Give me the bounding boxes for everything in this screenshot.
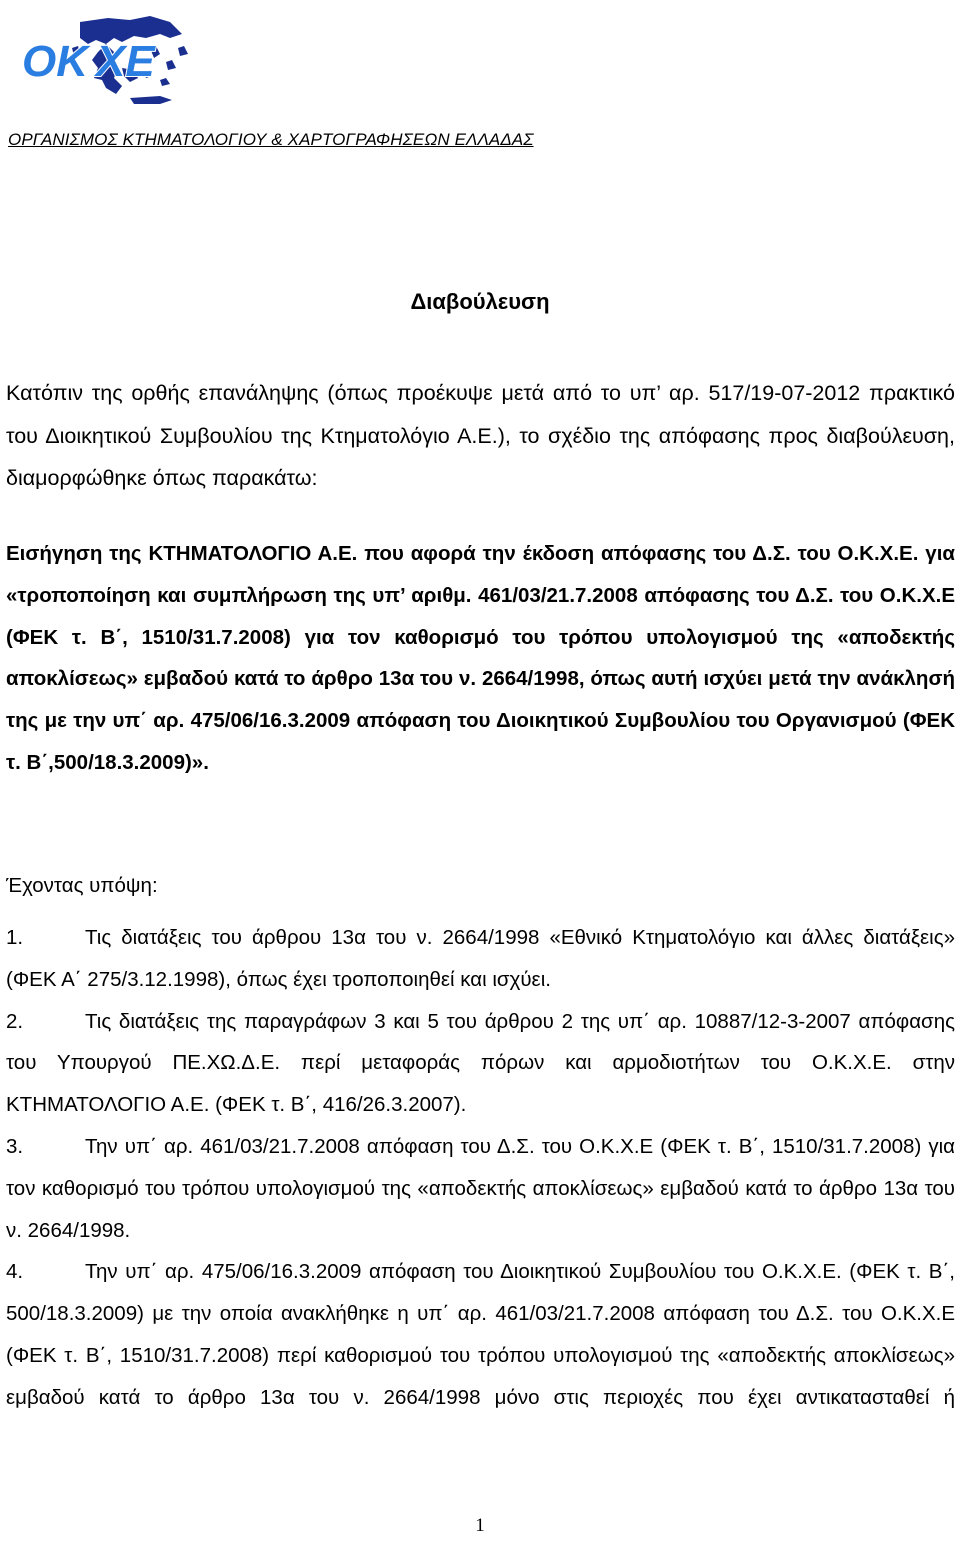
document-title: Διαβούλευση [410,289,550,314]
list-item [6,917,955,1001]
list-item [6,1251,955,1418]
okxe-logo-graphic [10,8,210,113]
list-item [6,1126,955,1251]
proposal-paragraph: Εισήγηση της ΚΤΗΜΑΤΟΛΟΓΙΟ Α.Ε. που αφορά την έκδοση απόφασης του Δ.Σ. του Ο.Κ.Χ.Ε. για «τροποποίηση και συμπλήρωση της υπ’ αριθμ. 461/03/21.7.2008 απόφασης του Δ.Σ. του Ο.Κ.Χ.Ε (ΦΕΚ τ. Β΄, 1510/31.7.2008) για τον καθορισμό του τρόπου υπολογισμού της «αποδεκτής αποκλίσεως» εμβαδού κατά το άρθρο 13α του ν. 2664/1998, όπως αυτή ισχύει μετά την ανάκλησή της με την υπ΄ αρ. 475/06/16.3.2009 απόφαση του Διοικητικού Συμβουλίου του Οργανισμού (ΦΕΚ τ. Β΄,500/18.3.2009)». [6,542,955,774]
okxe-logo [10,8,210,113]
list-item-text: Την υπ΄ αρ. 461/03/21.7.2008 απόφαση του Δ.Σ. του Ο.Κ.Χ.Ε (ΦΕΚ τ. Β΄, 1510/31.7.2008) για τον καθορισμό του τρόπου υπολογισμού της «αποδεκτής αποκλίσεως» εμβαδού κατά το άρθρο 13α του ν. 2664/1998. [6,1134,955,1242]
considering-label: Έχοντας υπόψη: [6,874,158,897]
svg-text:ΟΚ: ΟΚ [22,37,88,86]
intro-paragraph: Κατόπιν της ορθής επανάληψης (όπως προέκυψε μετά από το υπ’ αρ. 517/19-07-2012 πρακτικό του Διοικητικού Συμβουλίου της Κτηματολόγιο Α.Ε.), το σχέδιο της απόφασης προς διαβούλευση, διαμορφώθηκε όπως παρακάτω: [6,381,955,490]
organization-name: ΟΡΓΑΝΙΣΜΟΣ ΚΤΗΜΑΤΟΛΟΓΙΟΥ & ΧΑΡΤΟΓΡΑΦΗΣΕΩΝ ΕΛΛΑΔΑΣ [8,130,534,149]
list-item-number: 1. [6,926,24,949]
list-item-text: Την υπ΄ αρ. 475/06/16.3.2009 απόφαση του Διοικητικού Συμβουλίου του Ο.Κ.Χ.Ε. (ΦΕΚ τ. Β΄, 500/18.3.2009) με την οποία ανακλήθηκε η υπ΄ αρ. 461/03/21.7.2008 απόφαση του Δ.Σ. του Ο.Κ.Χ.Ε (ΦΕΚ τ. Β΄, 1510/31.7.2008) περί καθορισμού του τρόπου υπολογισμού της «αποδεκτής αποκλίσεως» εμβαδού κατά το άρθρο 13α του ν. 2664/1998 μόνο στις περιοχές που έχει αντικατασταθεί ή [6,1260,955,1409]
considerations-list [6,917,955,1419]
list-item-text: Τις διατάξεις της παραγράφων 3 και 5 του άρθρου 2 της υπ΄ αρ. 10887/12-3-2007 απόφασης του Υπουργού ΠΕ.ΧΩ.Δ.Ε. περί μεταφοράς πόρων και αρμοδιοτήτων του Ο.Κ.Χ.Ε. στην ΚΤΗΜΑΤΟΛΟΓΙΟ Α.Ε. (ΦΕΚ τ. Β΄, 416/26.3.2007). [6,1009,955,1117]
list-item-number: 3. [6,1134,24,1158]
list-item-text: Τις διατάξεις του άρθρου 13α του ν. 2664/1998 «Εθνικό Κτηματολόγιο και άλλες διατάξεις» (ΦΕΚ Α΄ 275/3.12.1998), όπως έχει τροποποιηθεί και ισχύει. [6,926,955,991]
page-number: 1 [475,1515,485,1536]
list-item-number: 2. [6,1009,24,1033]
list-item-number: 4. [6,1260,24,1284]
svg-text:ΧΕ: ΧΕ [96,37,155,86]
list-item [6,1001,955,1126]
